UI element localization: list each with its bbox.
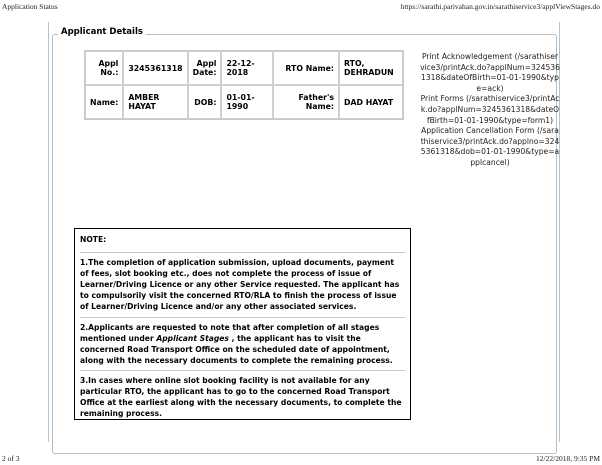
note-paragraph-2 bbox=[80, 317, 405, 370]
print-acknowledgement-label: Print Acknowledgement bbox=[421, 52, 513, 61]
print-forms-link[interactable] bbox=[420, 94, 560, 126]
applicant-details-table bbox=[84, 50, 404, 120]
appl-no-label: Appl No.: bbox=[85, 51, 123, 85]
note-paragraph-3: 3.In cases where online slot booking facility is not available for any particular RTO, the applicant has to go to the concerned Road Transport Office at the earliest along with the necessary documents, to complete the remaining process. bbox=[80, 370, 405, 423]
table-row bbox=[85, 51, 403, 85]
print-footer-page: 2 of 3 bbox=[2, 454, 20, 463]
section-legend: Applicant Details bbox=[58, 27, 146, 37]
print-footer-datetime: 12/22/2018, 9:35 PM bbox=[536, 454, 600, 463]
appl-no-value: 3245361318 bbox=[123, 51, 187, 85]
print-forms-label: Print Forms bbox=[420, 94, 464, 104]
print-forms-url: (/sarathiservice3/printAck.do?applNum=3245361318&dateOfBirth=01-01-1990&type=form1) bbox=[420, 94, 560, 125]
note-paragraph-2-end: , the applicant has to visit the concerned Road Transport Office on the scheduled date of appointment, along with the necessary documents to complete the remaining process. bbox=[80, 333, 393, 365]
father-name-label: Father's Name: bbox=[273, 85, 339, 119]
rto-name-label: RTO Name: bbox=[273, 51, 339, 85]
application-cancellation-form-label: Application Cancellation Form bbox=[421, 126, 535, 136]
appl-date-label: Appl Date: bbox=[188, 51, 222, 85]
rto-name-value: RTO, DEHRADUN bbox=[339, 51, 403, 85]
note-paragraph-1: 1.The completion of application submission, upload documents, payment of fees, slot booking etc., does not complete the process of issue of Learner/Driving Licence or any other Service requested. The applicant has to compulsorily visit the concerned RTO/RLA to finish the process of issue of Learner/Driving Licence and/or any other associated services. bbox=[80, 252, 405, 316]
father-name-value: DAD HAYAT bbox=[339, 85, 403, 119]
note-box bbox=[74, 228, 411, 420]
name-label: Name: bbox=[85, 85, 123, 119]
dob-label: DOB: bbox=[188, 85, 222, 119]
print-header-title: Application Status bbox=[2, 2, 58, 11]
dob-value: 01-01-1990 bbox=[221, 85, 273, 119]
note-paragraph-2-start: 2.Applicants are requested to note that after completion of all stages mentioned under bbox=[80, 322, 380, 343]
table-row bbox=[85, 85, 403, 119]
print-acknowledgement-url: (/sarathiservice3/printAck.do?applNum=3245361318&dateOfBirth=01-01-1990&type=ack) bbox=[420, 52, 560, 93]
print-acknowledgement-link[interactable] bbox=[420, 52, 560, 94]
print-header-url: https://sarathi.parivahan.gov.in/sarathiservice3/applViewStages.do bbox=[400, 2, 600, 11]
applicant-stages-emphasis: Applicant Stages bbox=[156, 333, 229, 343]
name-value: AMBER HAYAT bbox=[123, 85, 187, 119]
print-links-panel bbox=[420, 52, 560, 169]
note-title: NOTE: bbox=[80, 235, 107, 244]
appl-date-value: 22-12-2018 bbox=[221, 51, 273, 85]
application-cancellation-form-url: (/sarathiservice3/printAck.do?applno=3245361318&dob=01-01-1990&type=applcancel) bbox=[420, 126, 560, 167]
application-cancellation-form-link[interactable] bbox=[420, 126, 560, 168]
